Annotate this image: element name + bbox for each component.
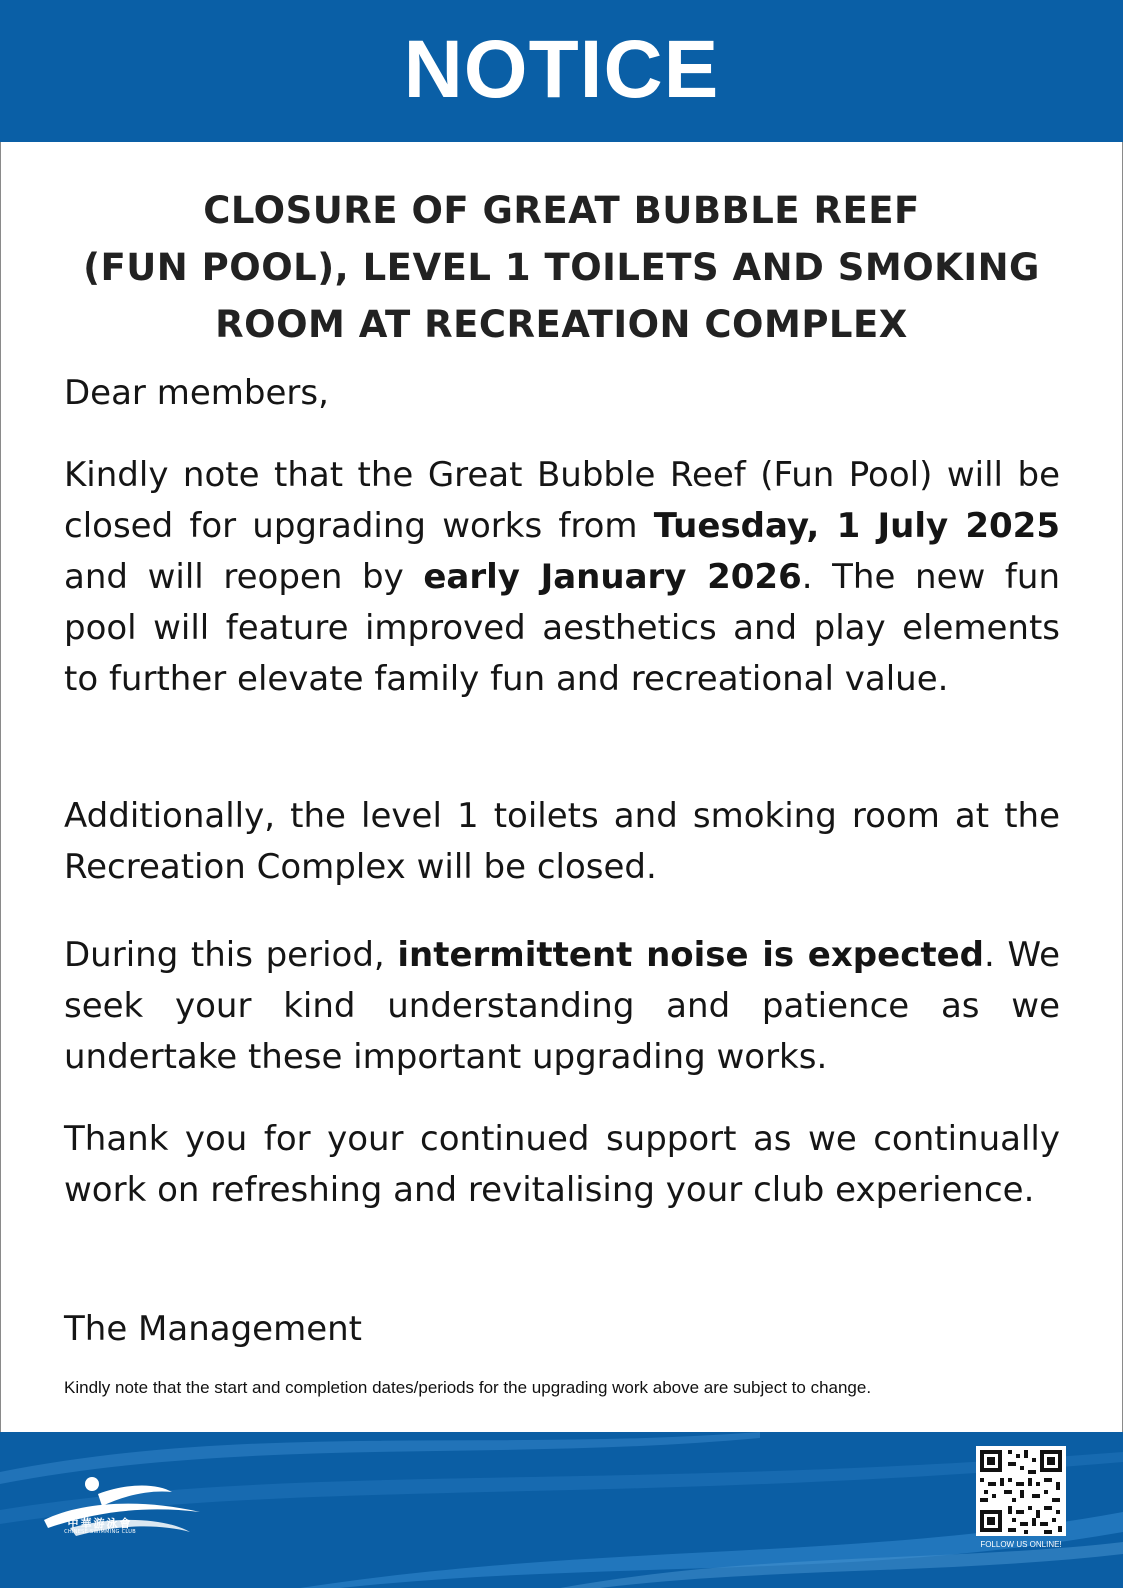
- paragraph-fun-pool-closure: [64, 450, 1060, 705]
- p1-text-1: Kindly note that the Great Bubble Reef (Fun Pool) will be closed for upgrading works from: [64, 455, 1060, 546]
- notice-title: NOTICE: [403, 24, 720, 115]
- paragraph-thank-you: Thank you for your continued support as we continually work on refreshing and revitalising your club experience.: [64, 1119, 1060, 1210]
- signoff: The Management: [64, 1309, 363, 1349]
- heading-line-3: ROOM AT RECREATION COMPLEX: [215, 303, 908, 346]
- salutation: Dear members,: [64, 373, 329, 413]
- disclaimer-note: Kindly note that the start and completion dates/periods for the upgrading work above are subject to change.: [64, 1378, 872, 1397]
- p3-text-2: . We seek your kind understanding and patience as we undertake these important upgrading works.: [64, 935, 1060, 1077]
- paragraph-noise-notice: [64, 930, 1060, 1083]
- p1-closure-date: Tuesday, 1 July 2025: [653, 506, 1060, 546]
- qr-caption: FOLLOW US ONLINE!: [980, 1540, 1062, 1549]
- logo-english-name: CHINESE SWIMMING CLUB: [64, 1529, 136, 1535]
- footer-band: [0, 1432, 1123, 1588]
- logo-chinese-name: 中華游泳會: [67, 1517, 133, 1530]
- heading-line-1: CLOSURE OF GREAT BUBBLE REEF: [203, 189, 920, 232]
- p3-noise-warning: intermittent noise is expected: [397, 935, 984, 975]
- p1-reopen-date: early January 2026: [423, 557, 802, 597]
- notice-header: [0, 0, 1123, 142]
- p1-text-2: and will reopen by: [64, 557, 424, 597]
- closure-heading: [40, 182, 1083, 353]
- p1-text-3: . The new fun pool will feature improved aesthetics and play elements to further elevate family fun and recreational value.: [64, 557, 1060, 699]
- qr-code-icon: [976, 1446, 1066, 1536]
- p3-text-1: During this period,: [64, 935, 398, 975]
- heading-line-2: (FUN POOL), LEVEL 1 TOILETS AND SMOKING: [83, 246, 1040, 289]
- paragraph-toilets-closure: Additionally, the level 1 toilets and smoking room at the Recreation Complex will be closed.: [64, 796, 1060, 887]
